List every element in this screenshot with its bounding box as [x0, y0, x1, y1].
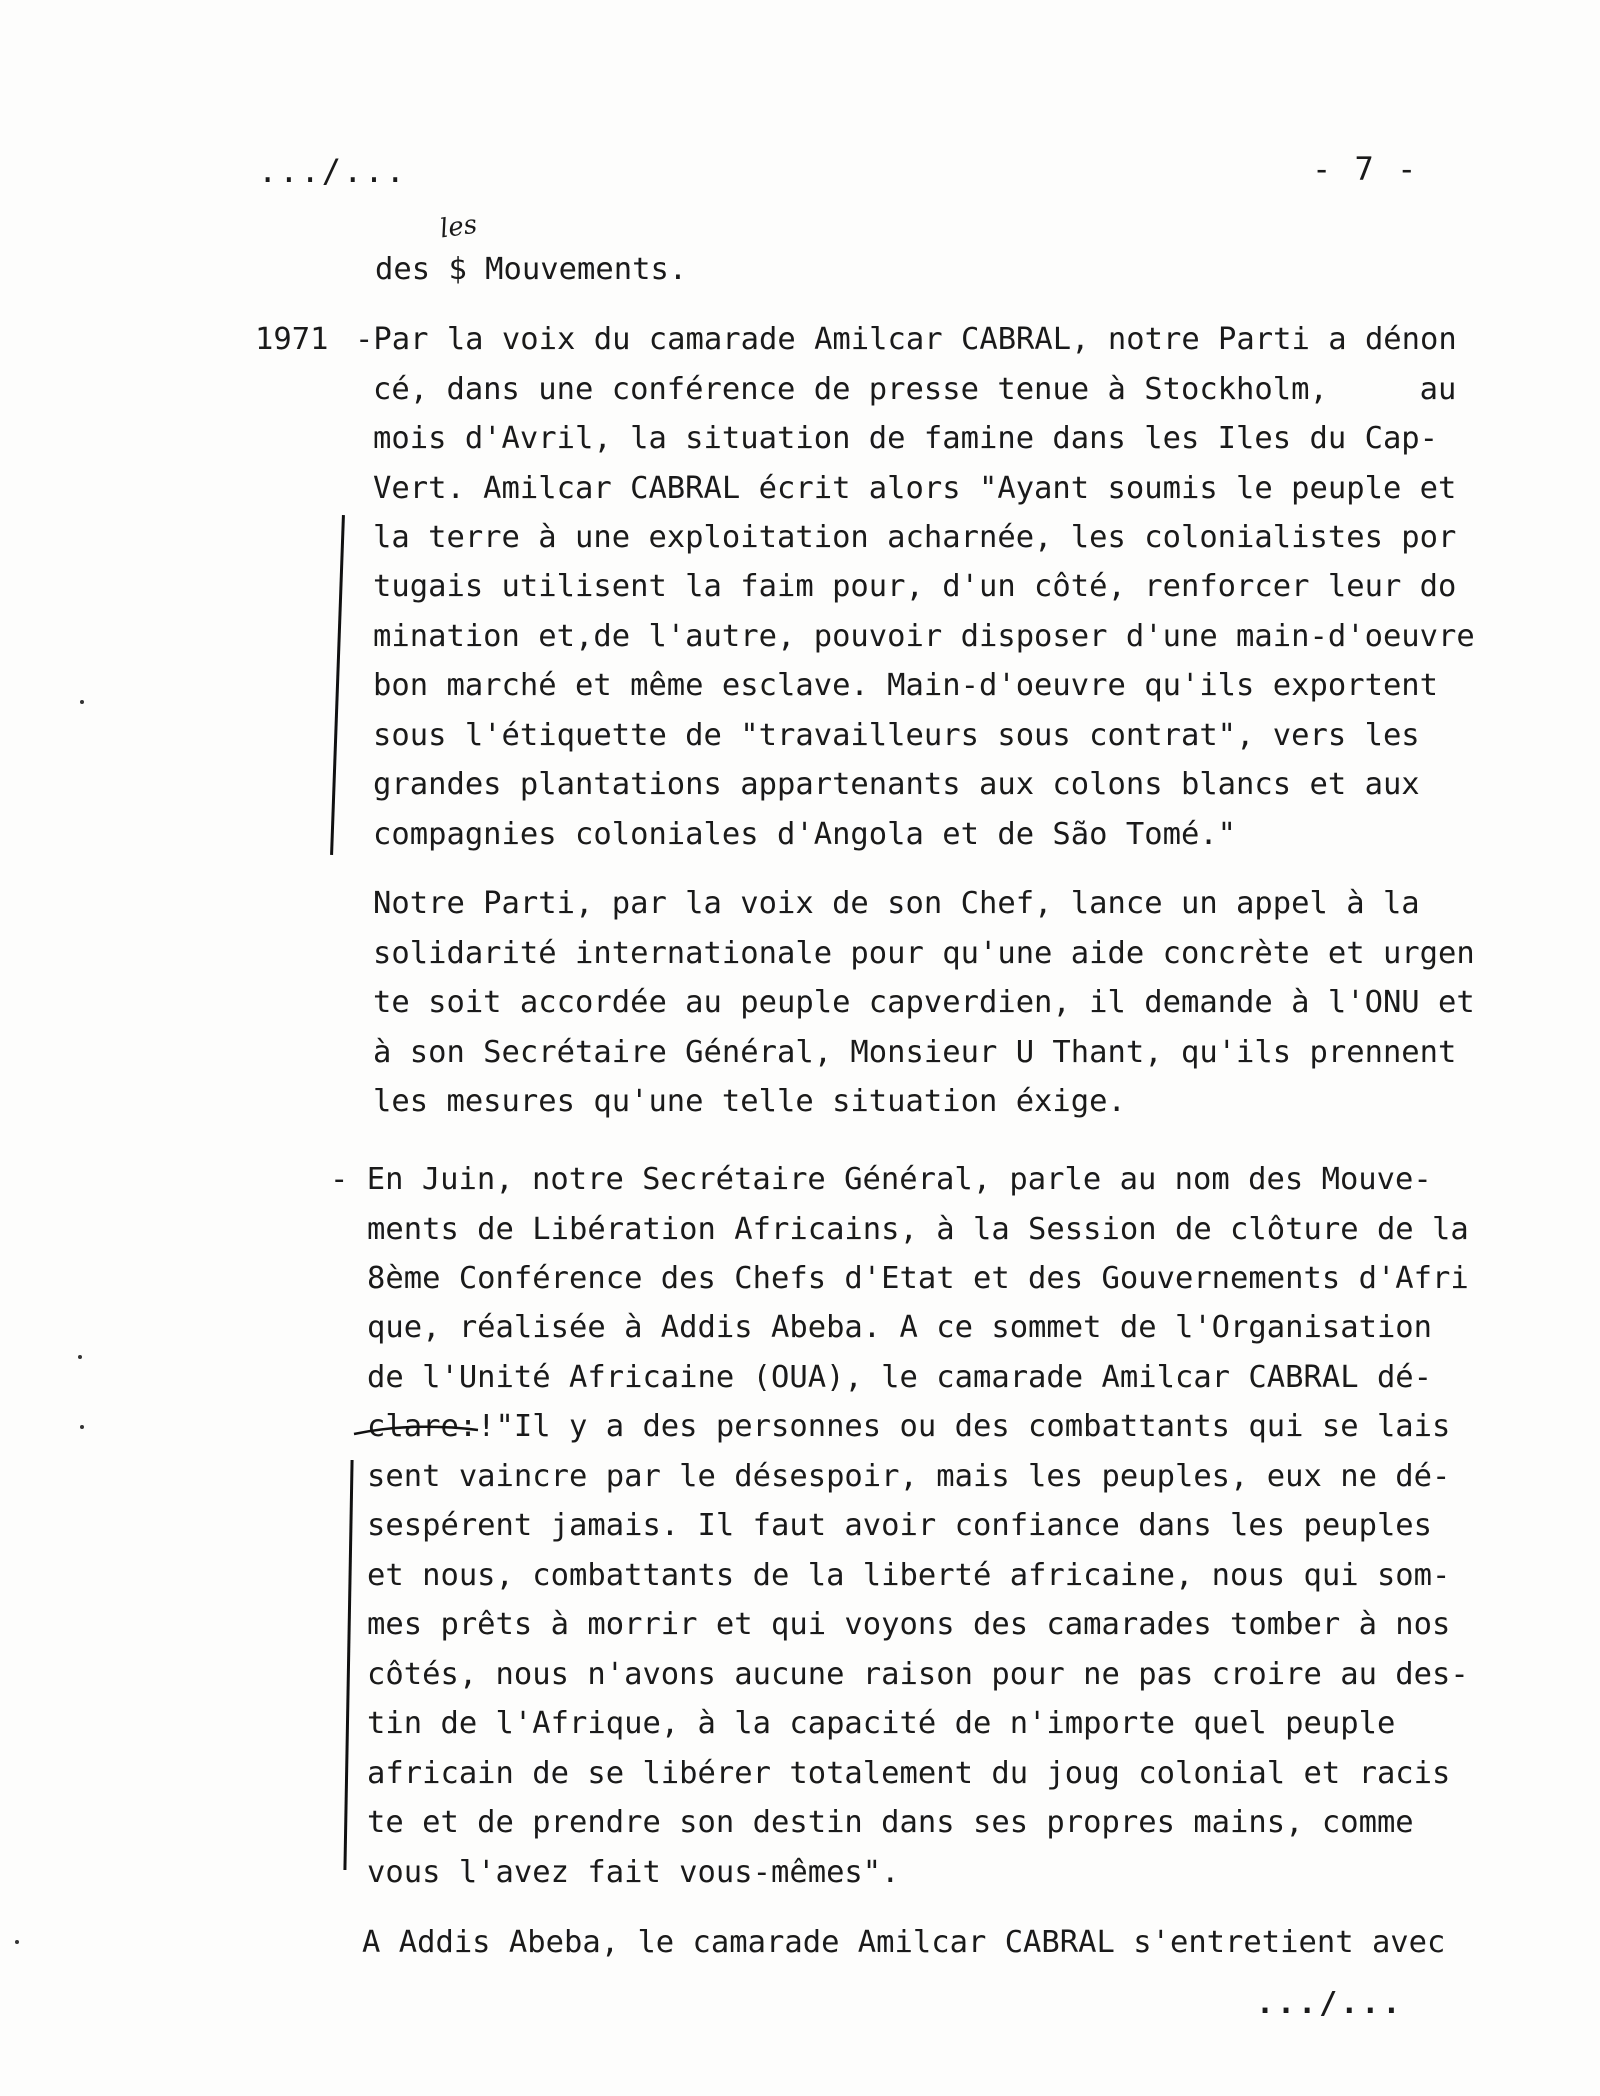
text-line: de l'Unité Africaine (OUA), le camarade Amilcar CABRAL dé-: [367, 1360, 1433, 1395]
text-line: -Par la voix du camarade Amilcar CABRAL, notre Parti a dénon: [355, 322, 1457, 357]
text-line: les mesures qu'une telle situation éxige.: [373, 1084, 1126, 1119]
text-line: tin de l'Afrique, à la capacité de n'importe quel peuple: [367, 1706, 1396, 1741]
text-line: 8ème Conférence des Chefs d'Etat et des Gouvernements d'Afri: [367, 1261, 1469, 1296]
text-line: compagnies coloniales d'Angola et de São Tomé.": [373, 817, 1237, 852]
text-line: africain de se libérer totalement du joug colonial et racis: [367, 1756, 1451, 1791]
text-line: clare:!"Il y a des personnes ou des combattants qui se lais: [367, 1409, 1451, 1444]
page-number: - 7 -: [1312, 150, 1419, 188]
text-line: mois d'Avril, la situation de famine dans les Iles du Cap-: [373, 421, 1439, 456]
scan-speck: [78, 1355, 82, 1359]
margin-bracket-quote-2: [343, 1460, 353, 1870]
scan-speck: [15, 1940, 19, 1944]
text-line: - En Juin, notre Secrétaire Général, parle au nom des Mouve-: [330, 1162, 1432, 1197]
handwritten-annotation: les: [438, 209, 479, 245]
scan-speck: [80, 700, 84, 704]
margin-bracket-quote-1: [330, 515, 345, 855]
continuation-marker-top: .../...: [258, 152, 407, 190]
text-line: bon marché et même esclave. Main-d'oeuvre qu'ils exportent: [373, 668, 1439, 703]
text-line: côtés, nous n'avons aucune raison pour ne pas croire au des-: [367, 1657, 1469, 1692]
scan-speck: [80, 1425, 84, 1429]
text-line: te et de prendre son destin dans ses propres mains, comme: [367, 1805, 1414, 1840]
text-line: et nous, combattants de la liberté africaine, nous qui som-: [367, 1558, 1451, 1593]
text-line: à son Secrétaire Général, Monsieur U Thant, qu'ils prennent: [373, 1035, 1457, 1070]
text-line: grandes plantations appartenants aux colons blancs et aux: [373, 767, 1420, 802]
text-line: sous l'étiquette de "travailleurs sous contrat", vers les: [373, 718, 1420, 753]
text-line: Vert. Amilcar CABRAL écrit alors "Ayant soumis le peuple et: [373, 471, 1457, 506]
text-line: vous l'avez fait vous-mêmes".: [367, 1855, 900, 1890]
text-line: la terre à une exploitation acharnée, les colonialistes por: [373, 520, 1457, 555]
text-line: solidarité internationale pour qu'une aide concrète et urgen: [373, 936, 1475, 971]
year-label: 1971: [255, 322, 329, 357]
text-line: sent vaincre par le désespoir, mais les peuples, eux ne dé-: [367, 1459, 1451, 1494]
text-line: mination et,de l'autre, pouvoir disposer d'une main-d'oeuvre: [373, 619, 1475, 654]
text-line: cé, dans une conférence de presse tenue à Stockholm, au: [373, 372, 1457, 407]
handwritten-underline-mark: [352, 1420, 482, 1440]
text-line: que, réalisée à Addis Abeba. A ce sommet de l'Organisation: [367, 1310, 1433, 1345]
continuation-marker-bottom: .../...: [1256, 1986, 1404, 2021]
text-line: tugais utilisent la faim pour, d'un côté, renforcer leur do: [373, 569, 1457, 604]
text-line: mes prêts à morrir et qui voyons des camarades tomber à nos: [367, 1607, 1451, 1642]
text-line: ments de Libération Africains, à la Session de clôture de la: [367, 1212, 1469, 1247]
text-line: sespérent jamais. Il faut avoir confiance dans les peuples: [367, 1508, 1433, 1543]
text-line: Notre Parti, par la voix de son Chef, lance un appel à la: [373, 886, 1420, 921]
text-line: A Addis Abeba, le camarade Amilcar CABRAL s'entretient avec: [362, 1925, 1446, 1960]
text-line: des $ Mouvements.: [375, 252, 688, 287]
text-line: te soit accordée au peuple capverdien, il demande à l'ONU et: [373, 985, 1475, 1020]
